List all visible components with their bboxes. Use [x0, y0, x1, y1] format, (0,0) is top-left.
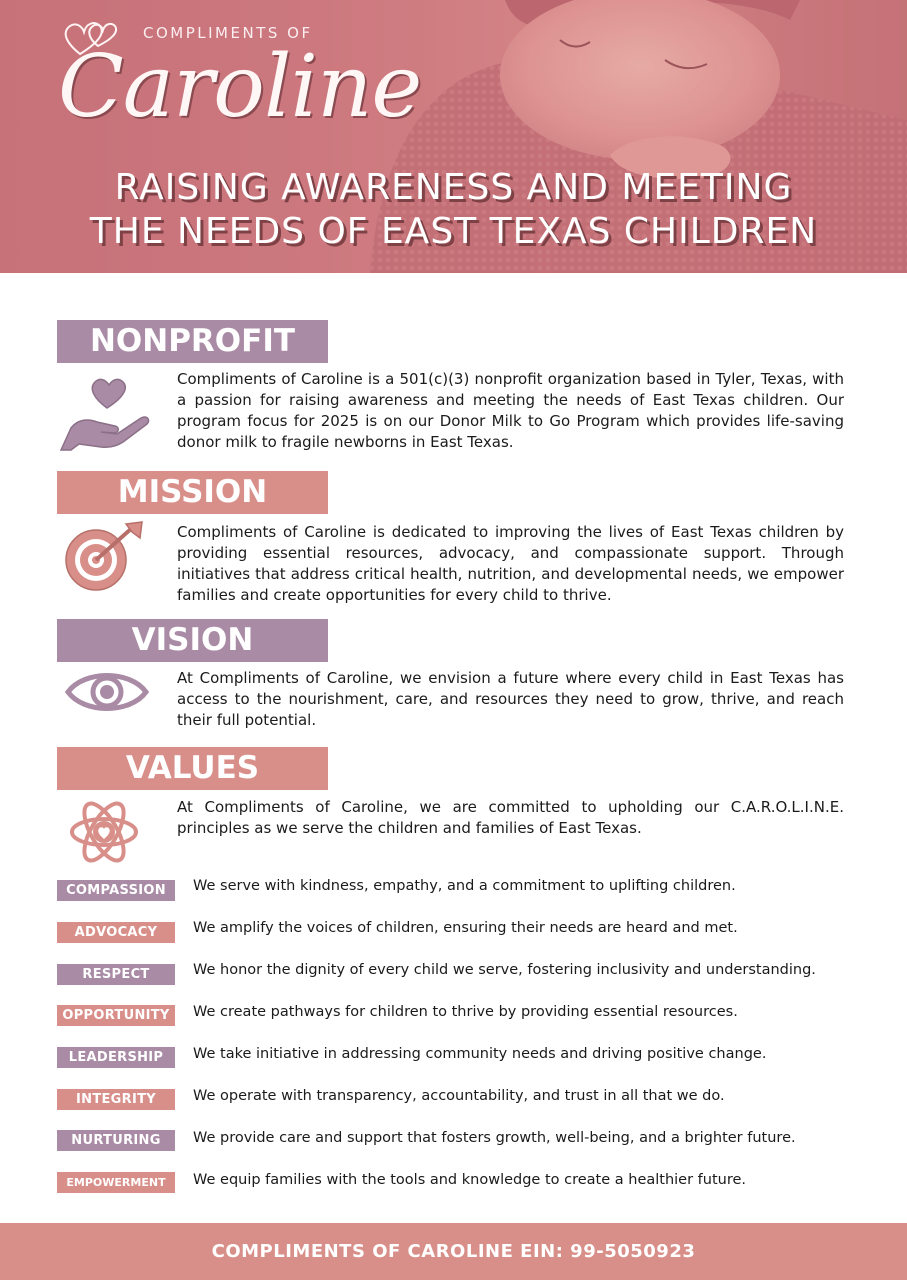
value-label-leadership: LEADERSHIP [57, 1047, 175, 1068]
value-label-empowerment: EMPOWERMENT [57, 1172, 175, 1193]
value-label-nurturing: NURTURING [57, 1130, 175, 1151]
hero-banner [0, 0, 907, 273]
footer-bar [0, 1223, 907, 1280]
target-icon [62, 520, 144, 592]
vision-paragraph: At Compliments of Caroline, we envision a future where every child in East Texas has access to the nourishment, care, and resources they need to grow, thrive, and reach their full potential. [177, 669, 844, 729]
value-label-respect: RESPECT [57, 964, 175, 985]
values-heading: VALUES [57, 747, 328, 790]
value-label-compassion: COMPASSION [57, 880, 175, 901]
value-label-opportunity: OPPORTUNITY [57, 1005, 175, 1026]
value-text-respect: We honor the dignity of every child we serve, fostering inclusivity and understanding. [193, 962, 816, 978]
values-paragraph: At Compliments of Caroline, we are committed to upholding our C.A.R.O.L.I.N.E. principles as we serve the children and families of East Texas. [177, 798, 844, 837]
eye-icon [64, 666, 150, 718]
nonprofit-paragraph: Compliments of Caroline is a 501(c)(3) nonprofit organization based in Tyler, Texas, with a passion for raising awareness and meeting the needs of East Texas children. Our program focus for 2025 is on our Donor Milk to Go Program which provides life-saving donor milk to fragile newborns in East Texas. [177, 370, 844, 451]
value-label-integrity: INTEGRITY [57, 1089, 175, 1110]
value-text-advocacy: We amplify the voices of children, ensuring their needs are heard and met. [193, 920, 738, 936]
caroline-script-logo: Caroline [58, 37, 422, 137]
value-text-integrity: We operate with transparency, accountability, and trust in all that we do. [193, 1088, 725, 1104]
heart-in-hand-icon [57, 370, 153, 452]
vision-heading: VISION [57, 619, 328, 662]
footer-ein-text: COMPLIMENTS OF CAROLINE EIN: 99-5050923 [211, 1241, 696, 1262]
value-text-nurturing: We provide care and support that fosters growth, well-being, and a brighter future. [193, 1130, 796, 1146]
headline-line-2: THE NEEDS OF EAST TEXAS CHILDREN [89, 211, 818, 252]
heart-atom-icon [68, 796, 140, 868]
headline-line-1: RAISING AWARENESS AND MEETING [114, 167, 793, 208]
value-text-empowerment: We equip families with the tools and knowledge to create a healthier future. [193, 1172, 747, 1188]
compliments-of-text: COMPLIMENTS OF [143, 24, 313, 42]
value-label-advocacy: ADVOCACY [57, 922, 175, 943]
value-text-compassion: We serve with kindness, empathy, and a commitment to uplifting children. [193, 878, 736, 894]
mission-heading: MISSION [57, 471, 328, 514]
value-text-opportunity: We create pathways for children to thrive by providing essential resources. [193, 1004, 738, 1020]
value-text-leadership: We take initiative in addressing community needs and driving positive change. [193, 1046, 767, 1062]
mission-paragraph: Compliments of Caroline is dedicated to improving the lives of East Texas children by providing essential resources, advocacy, and compassionate support. Through initiatives that address critical health, nutrition, and developmental needs, we empower families and create opportunities for every child to thrive. [177, 523, 844, 604]
nonprofit-heading: NONPROFIT [57, 320, 328, 363]
